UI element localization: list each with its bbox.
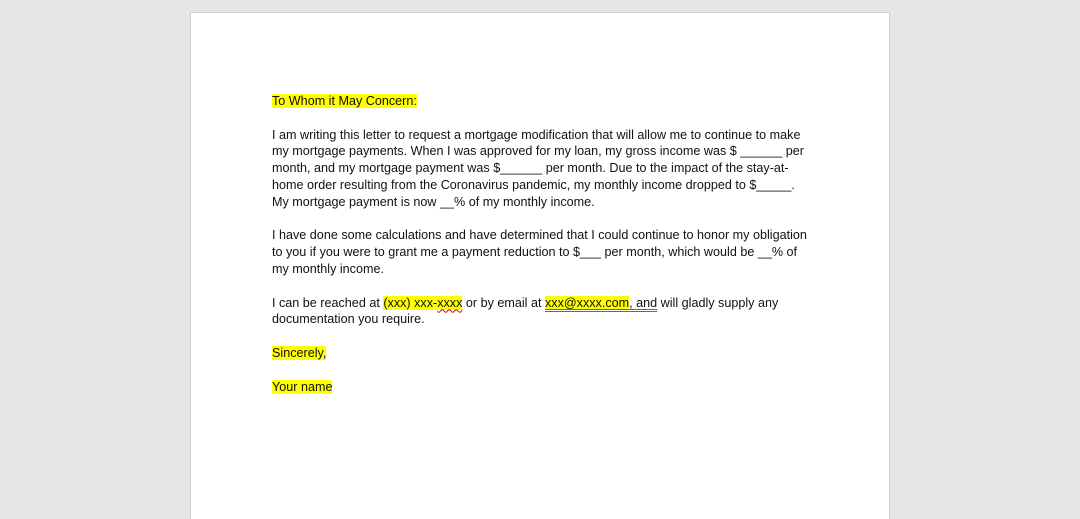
greeting-paragraph <box>272 93 812 110</box>
contact-prefix: I can be reached at <box>272 295 384 310</box>
email-address-text: xxx@xxxx.com <box>544 295 630 310</box>
phone-number-part1: (xxx) xxx- <box>383 295 438 310</box>
signature-text[interactable]: Your name <box>272 379 333 394</box>
signature-paragraph <box>272 379 812 396</box>
contact-middle: or by email at <box>462 295 545 310</box>
paragraph-income[interactable]: I am writing this letter to request a mortgage modification that will allow me to continue to make my mortgage payments. When I was approved for my loan, my gross income was $ ______ per month, and my mortgage payment was $______ per month. Due to the impact of the stay-at-home order resulting from the Coronavirus pandemic, my monthly income dropped to $_____. My mortgage payment is now __% of my monthly income. <box>272 127 804 209</box>
paragraph-contact[interactable] <box>272 295 812 329</box>
email-address[interactable] <box>545 296 657 310</box>
letter-body[interactable] <box>272 93 812 412</box>
contact-suffix: will gladly supply any documentation you require. <box>272 295 779 327</box>
paragraph-reduction[interactable]: I have done some calculations and have determined that I could continue to honor my obligation to you if you were to grant me a payment reduction to $___ per month, which would be __% of my monthly income. <box>272 228 807 276</box>
phone-number-part2: xxxx <box>437 295 463 310</box>
phone-number[interactable] <box>383 296 462 310</box>
document-page[interactable] <box>190 12 890 519</box>
closing-text[interactable]: Sincerely, <box>272 345 327 360</box>
closing-paragraph <box>272 345 812 362</box>
email-and-text: , and <box>629 295 658 310</box>
greeting-text[interactable]: To Whom it May Concern: <box>272 94 417 108</box>
